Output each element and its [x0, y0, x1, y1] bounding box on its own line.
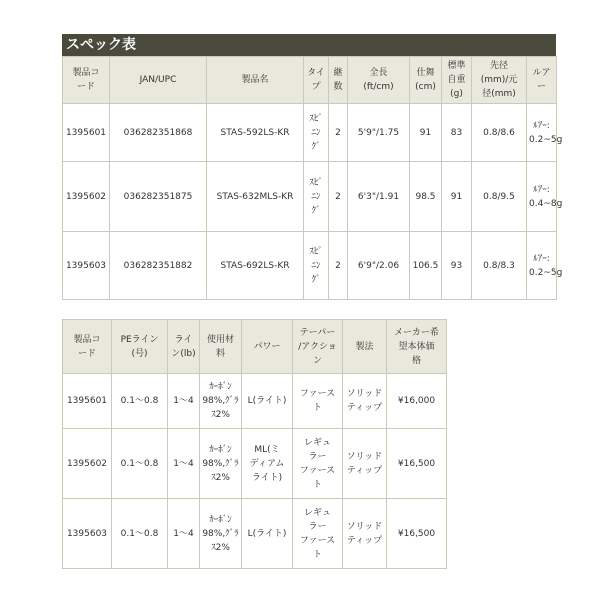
pe-line-cell: 0.1～0.8 — [112, 499, 168, 569]
price-cell: ¥16,500 — [387, 499, 447, 569]
table1-header-name — [207, 57, 304, 104]
spec-table-2 — [62, 319, 447, 569]
jan-cell: 036282351868 — [110, 104, 207, 162]
table2-header-material — [200, 320, 242, 374]
cell-line: (cm) — [415, 82, 436, 92]
table-row — [63, 162, 557, 232]
material-cell — [200, 374, 242, 429]
product-code-cell: 1395603 — [63, 499, 112, 569]
table1-header-diameter — [472, 57, 527, 104]
table2-header-taper — [293, 320, 343, 374]
cell-line: ード — [76, 82, 95, 92]
cell-line: ソリッド — [346, 521, 383, 532]
table1-header-length — [348, 57, 410, 104]
table-row — [63, 232, 557, 300]
cell-line: 98%,ｸﾞﾗ — [202, 528, 239, 539]
cell-line: タイ — [307, 68, 325, 78]
cell-line: 98%,ｸﾞﾗ — [202, 458, 239, 469]
cell-line: 料 — [215, 348, 225, 359]
cell-line: ｶｰﾎﾞﾝ — [209, 382, 232, 392]
cell-line: ｽ2% — [211, 542, 230, 553]
weight-cell: 83 — [442, 104, 472, 162]
power-cell — [242, 374, 293, 429]
table1-header-closed — [410, 57, 442, 104]
cell-line: 望本体価 — [398, 341, 435, 352]
cell-line: 先径 — [489, 61, 508, 71]
cell-line: PEライン — [120, 334, 159, 345]
cell-line: ライト) — [251, 472, 283, 483]
cell-line: 製品名 — [241, 75, 269, 85]
cell-line: (mm)/元 — [480, 75, 518, 85]
cell-line: 継 — [333, 68, 343, 78]
cell-line: ン — [312, 355, 322, 366]
line-cell: 1～4 — [168, 499, 200, 569]
cell-line: 製品コ — [72, 68, 100, 78]
line-cell: 1～4 — [168, 374, 200, 429]
cell-line: L(ライト) — [247, 396, 287, 406]
cell-line: ラー — [308, 521, 327, 532]
method-cell — [343, 429, 387, 499]
cell-line: 製品コ — [73, 334, 101, 345]
cell-line: ﾙｱｰ: — [533, 184, 550, 195]
power-cell — [242, 429, 293, 499]
table-row — [63, 499, 447, 569]
cell-line: 製法 — [355, 341, 374, 352]
method-cell — [343, 499, 387, 569]
cell-line: ソリッド — [346, 389, 383, 399]
product-name-cell: STAS-692LS-KR — [207, 232, 304, 300]
taper-cell — [293, 429, 343, 499]
closed-length-cell: 91 — [410, 104, 442, 162]
table2-header-pe-line — [112, 320, 168, 374]
lure-cell — [527, 162, 563, 232]
lure-cell — [527, 104, 563, 162]
closed-length-cell: 98.5 — [410, 162, 442, 232]
table-row — [63, 104, 557, 162]
pieces-cell: 2 — [329, 232, 348, 300]
lure-cell — [527, 232, 563, 300]
pe-line-cell: 0.1～0.8 — [112, 374, 168, 429]
cell-line: (g) — [450, 89, 463, 99]
cell-line: ｽ2% — [211, 472, 230, 483]
cell-line: 0.2~5g — [529, 267, 563, 278]
cell-line: ｽﾋﾟ — [309, 246, 323, 257]
method-cell — [343, 374, 387, 429]
cell-line: 自重 — [447, 75, 466, 85]
cell-line: ファース — [299, 535, 336, 546]
cell-line: L(ライト) — [247, 528, 287, 539]
cell-line: ML(ミ — [254, 444, 280, 455]
table1-header-type — [304, 57, 329, 104]
cell-line: ト — [312, 549, 322, 560]
cell-line: 数 — [333, 82, 343, 92]
cell-line: 0.2~5g — [529, 134, 563, 145]
cell-line: ｶｰﾎﾞﾝ — [209, 514, 232, 525]
cell-line: 格 — [411, 355, 421, 366]
cell-line: ｽﾋﾟ — [309, 113, 323, 124]
cell-line: 全長 — [369, 68, 388, 78]
taper-cell — [293, 374, 343, 429]
diameter-cell: 0.8/9.5 — [472, 162, 527, 232]
table-row — [63, 374, 447, 429]
line-cell: 1～4 — [168, 429, 200, 499]
table1-header-pieces — [329, 57, 348, 104]
cell-line: ｸﾞ — [311, 205, 321, 216]
weight-cell: 91 — [442, 162, 472, 232]
spec-table-1 — [62, 56, 563, 300]
product-code-cell: 1395603 — [63, 232, 110, 300]
jan-cell: 036282351875 — [110, 162, 207, 232]
material-cell — [200, 499, 242, 569]
cell-line: JAN/UPC — [139, 75, 177, 85]
cell-line: ﾙｱｰ: — [533, 120, 550, 131]
product-name-cell: STAS-592LS-KR — [207, 104, 304, 162]
pieces-cell: 2 — [329, 104, 348, 162]
weight-cell: 93 — [442, 232, 472, 300]
cell-line: 仕舞 — [416, 68, 435, 78]
jan-cell: 036282351882 — [110, 232, 207, 300]
table2-header-method — [343, 320, 387, 374]
cell-line: ｽ2% — [211, 410, 230, 420]
product-name-cell: STAS-632MLS-KR — [207, 162, 304, 232]
cell-line: ﾆﾝ — [311, 191, 321, 202]
table2-header-price — [387, 320, 447, 374]
cell-line: 径(mm) — [482, 89, 516, 99]
cell-line: 使用材 — [206, 334, 234, 345]
cell-line: ティップ — [346, 535, 383, 546]
cell-line: ン(lb) — [171, 348, 196, 359]
cell-line: ﾆﾝ — [311, 127, 321, 138]
cell-line: ード — [77, 348, 96, 359]
price-cell: ¥16,500 — [387, 429, 447, 499]
cell-line: ティップ — [346, 403, 383, 413]
cell-line: ソリッド — [346, 451, 383, 462]
product-code-cell: 1395601 — [63, 104, 110, 162]
table1-header-row — [63, 57, 557, 104]
cell-line: ラー — [308, 451, 327, 462]
cell-line: ト — [312, 479, 322, 490]
type-cell — [304, 162, 329, 232]
cell-line: レギュ — [303, 437, 331, 448]
diameter-cell: 0.8/8.6 — [472, 104, 527, 162]
cell-line: ｸﾞ — [311, 141, 321, 152]
product-code-cell: 1395602 — [63, 162, 110, 232]
table1-header-jan — [110, 57, 207, 104]
length-cell: 5'9"/1.75 — [348, 104, 410, 162]
cell-line: ﾆﾝ — [311, 260, 321, 271]
length-cell: 6'3"/1.91 — [348, 162, 410, 232]
closed-length-cell: 106.5 — [410, 232, 442, 300]
table2-header-row — [63, 320, 447, 374]
cell-line: (号) — [131, 348, 148, 359]
cell-line: プ — [311, 82, 321, 92]
taper-cell — [293, 499, 343, 569]
cell-line: テーパー — [299, 327, 336, 338]
cell-line: ファース — [299, 465, 336, 476]
cell-line: レギュ — [303, 507, 331, 518]
cell-line: ｶｰﾎﾞﾝ — [209, 444, 232, 455]
cell-line: ファース — [299, 389, 336, 399]
cell-line: ｸﾞ — [311, 274, 321, 285]
price-cell: ¥16,000 — [387, 374, 447, 429]
cell-line: 0.4~8g — [529, 198, 563, 209]
table2-header-power — [242, 320, 293, 374]
cell-line: ｽﾋﾟ — [309, 177, 323, 188]
table1-header-lure — [527, 57, 557, 104]
cell-line: パワー — [253, 341, 281, 352]
table2-header-line — [168, 320, 200, 374]
type-cell — [304, 104, 329, 162]
type-cell — [304, 232, 329, 300]
length-cell: 6'9"/2.06 — [348, 232, 410, 300]
diameter-cell: 0.8/8.3 — [472, 232, 527, 300]
cell-line: 標準 — [447, 61, 466, 71]
cell-line: ディアム — [249, 458, 285, 469]
material-cell — [200, 429, 242, 499]
pieces-cell: 2 — [329, 162, 348, 232]
section-title: スペック表 — [62, 34, 556, 56]
power-cell — [242, 499, 293, 569]
cell-line: ﾙｱｰ: — [533, 253, 550, 264]
cell-line: /アクショ — [298, 341, 337, 352]
cell-line: メーカー希 — [394, 327, 439, 338]
cell-line: ティップ — [346, 465, 383, 476]
product-code-cell: 1395601 — [63, 374, 112, 429]
cell-line: 98%,ｸﾞﾗ — [202, 396, 239, 406]
cell-line: ルアー — [532, 68, 551, 92]
pe-line-cell: 0.1～0.8 — [112, 429, 168, 499]
table2-header-code — [63, 320, 112, 374]
table1-header-code — [63, 57, 110, 104]
product-code-cell: 1395602 — [63, 429, 112, 499]
cell-line: ト — [312, 403, 322, 413]
table1-header-weight — [442, 57, 472, 104]
cell-line: ライ — [174, 334, 193, 345]
table-row — [63, 429, 447, 499]
cell-line: (ft/cm) — [363, 82, 394, 92]
